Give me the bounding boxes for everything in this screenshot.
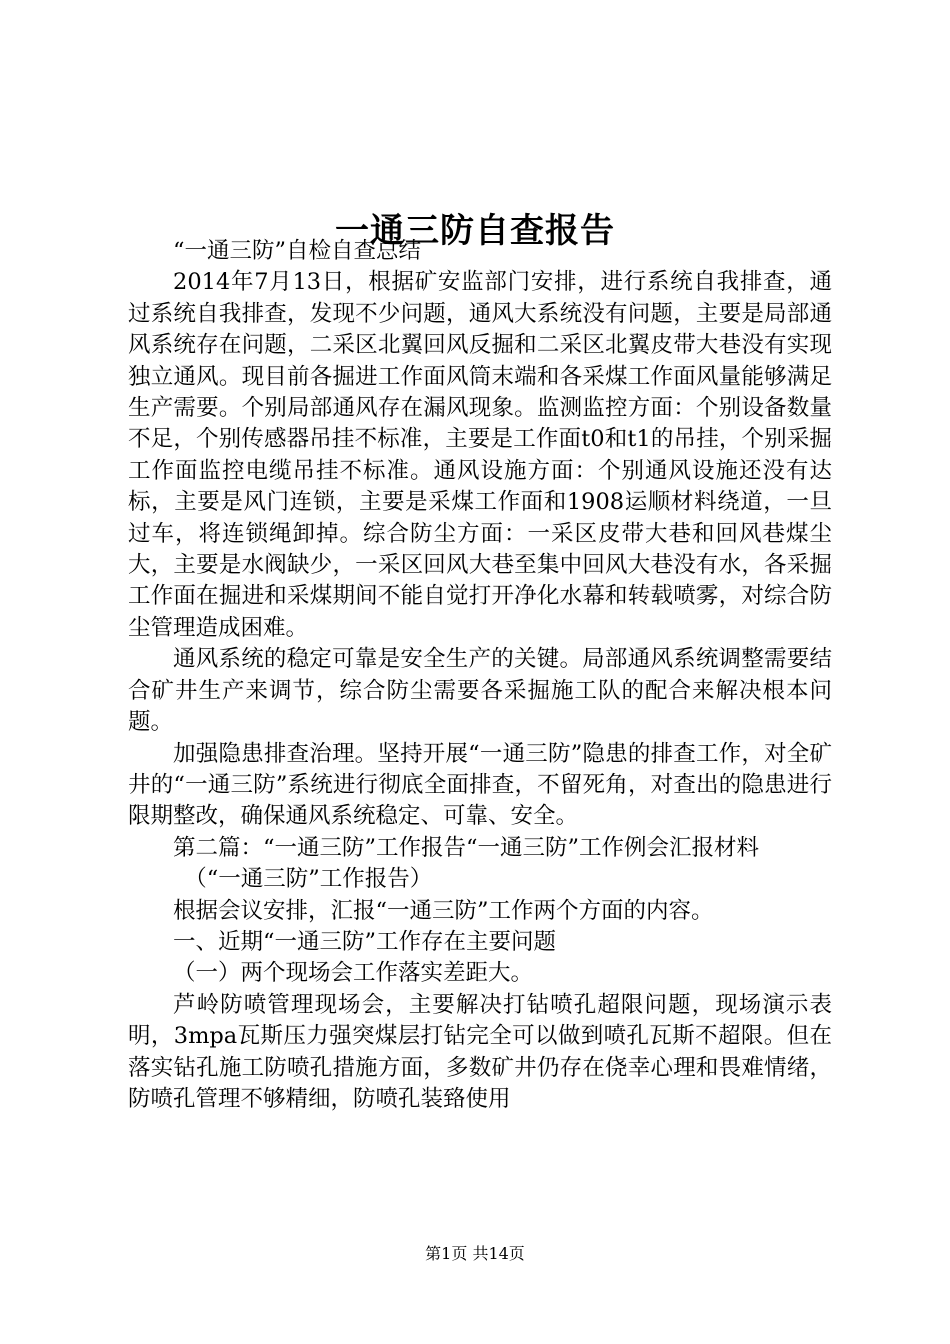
paragraph: 通风系统的稳定可靠是安全生产的关键。局部通风系统调整需要结合矿井生产来调节，综合防尘需要各采掘施工队的配合来解决根本问题。 xyxy=(128,646,832,736)
document-body xyxy=(128,236,832,1115)
paragraph: 加强隐患排查治理。坚持开展“一通三防”隐患的排查工作，对全矿井的“一通三防”系统进行彻底全面排查，不留死角，对查出的隐患进行限期整改，确保通风系统稳定、可靠、安全。 xyxy=(128,740,832,830)
page-number-footer: 第1页 共14页 xyxy=(425,1244,525,1263)
paragraph: （一）两个现场会工作落实差距大。 xyxy=(173,960,534,987)
paragraph: 芦岭防喷管理现场会，主要解决打钻喷孔超限问题，现场演示表明，3mpa瓦斯压力强突煤层打钻完全可以做到喷孔瓦斯不超限。但在落实钻孔施工防喷孔措施方面，多数矿井仍存在侥幸心理和畏难情绪，防喷孔管理不够精细，防喷孔装臵使用 xyxy=(128,991,832,1112)
section-heading: “一通三防”自检自查总结 xyxy=(173,238,422,264)
paragraph: 第二篇：“一通三防”工作报告“一通三防”工作例会汇报材料 xyxy=(173,834,760,861)
paragraph: （“一通三防”工作报告） xyxy=(184,866,433,893)
page-title: 一通三防自查报告 xyxy=(335,210,615,251)
paragraph: 一、近期“一通三防”工作存在主要问题 xyxy=(173,928,557,955)
paragraph: 根据会议安排，汇报“一通三防”工作两个方面的内容。 xyxy=(173,897,714,924)
paragraph: 2014年7月13日，根据矿安监部门安排，进行系统自我排查，通过系统自我排查，发现不少问题，通风大系统没有问题，主要是局部通风系统存在问题，二采区北翼回风反掘和二采区北翼皮带大巷没有实现独立通风。现目前各掘进工作面风筒末端和各采煤工作面风量能够满足生产需要。个别局部通风存在漏风现象。监测监控方面：个别设备数量不足，个别传感器吊挂不标准，主要是工作面t0和t1的吊挂，个别采掘工作面监控电缆吊挂不标准。通风设施方面：个别通风设施还没有达标，主要是风门连锁，主要是采煤工作面和1908运顺材料绕道，一旦过车，将连锁绳卸掉。综合防尘方面：一采区皮带大巷和回风巷煤尘大，主要是水阀缺少，一采区回风大巷至集中回风大巷没有水，各采掘工作面在掘进和采煤期间不能自觉打开净化水幕和转载喷雾，对综合防尘管理造成困难。 xyxy=(128,269,832,641)
